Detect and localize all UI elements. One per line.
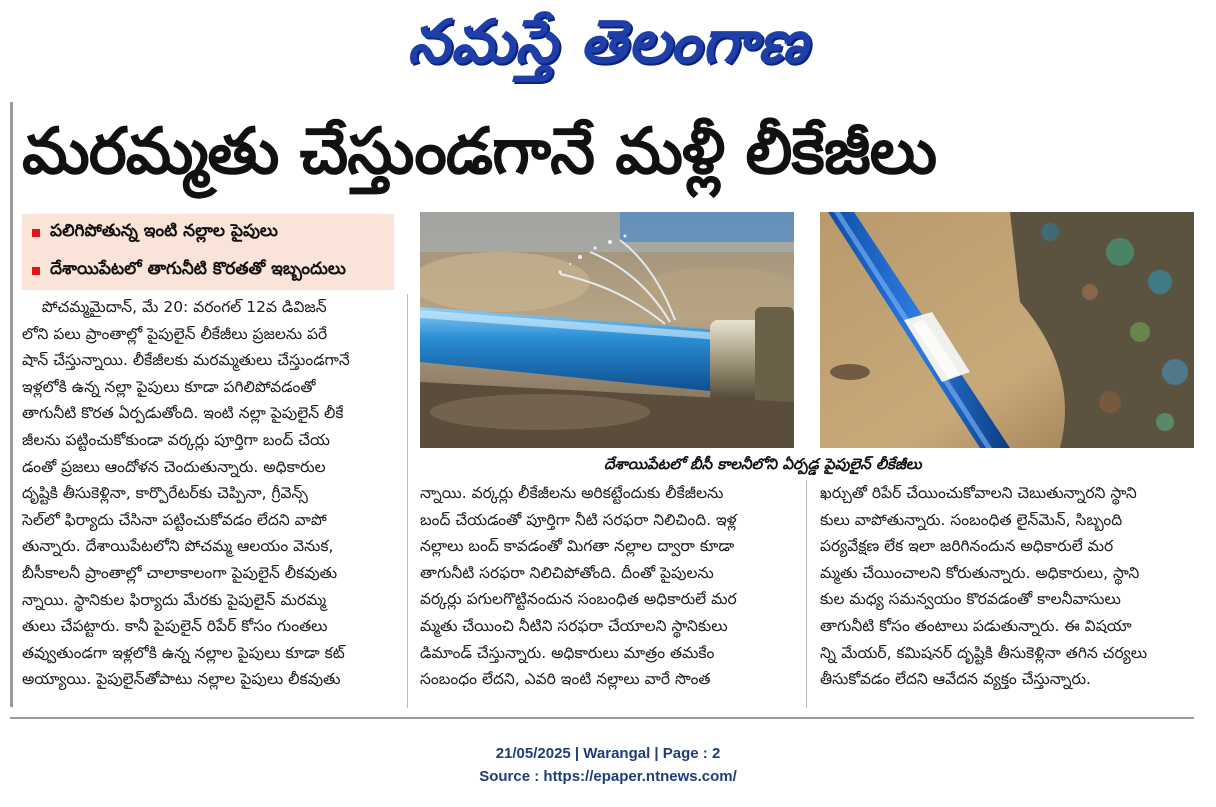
edition-info: 21/05/2025 | Warangal | Page : 2: [495, 745, 721, 762]
text-line: కులు వాపోతున్నారు. సంబంధిత లైన్‌మెన్, సిబ్బంది: [820, 510, 1123, 529]
column-divider: [806, 480, 807, 708]
text-line: తీసుకోవడం లేదని ఆవేదన వ్యక్తం చేస్తున్నారు.: [820, 670, 1091, 689]
text-line: డిమాండ్ చేస్తున్నారు. అధికారులు మాత్రం తమకేం: [420, 643, 715, 662]
subheadline-item: [22, 252, 394, 290]
text-line: మ్మతు చేయించి నీటిని సరఫరా చేయాలని స్థానికులు: [420, 616, 728, 635]
text-line: తాగునీటి కొరత ఏర్పడుతోంది. ఇంటి నల్లా పైపులైన్ లీకే: [22, 404, 344, 423]
column-divider: [407, 294, 408, 708]
text-line: నల్లాలు బంద్ కావడంతో మిగతా నల్లాల ద్వారా కూడా: [420, 537, 735, 556]
text-line: వర్కర్లు పగులగొట్టినందున సంబంధిత అధికారులే మర: [420, 590, 737, 609]
subheadline-box: [22, 214, 394, 290]
text-line: లోని పలు ప్రాంతాల్లో పైపులైన్ లీకేజీలు ప్రజలను పరే: [22, 324, 328, 343]
text-line: న్నాయి. వర్కర్లు లీకేజీలను అరికట్టేందుకు లీకేజీలను: [420, 484, 724, 502]
bullet-square-icon: [32, 229, 40, 237]
text-line: తాగునీటి కోసం తంటాలు పడుతున్నారు. ఈ విషయా: [820, 616, 1132, 635]
article-column-3: [820, 480, 1192, 693]
text-line: బంద్ చేయడంతో పూర్తిగా నీటి సరఫరా నిలిచింది. ఇళ్ల: [420, 510, 737, 529]
text-line: పోచమ్మమైదాన్, మే 20: వరంగల్ 12వ డివిజన్: [22, 298, 327, 316]
text-line: న్నాయి. స్థానికుల ఫిర్యాదు మేరకు పైపులైన్ మరమ్మ: [22, 590, 327, 609]
leaking-pipe-photo-1: [420, 212, 794, 448]
text-line: ఇళ్లలోకి ఉన్న నల్లా పైపులు కూడా పగిలిపోవడంతో: [22, 377, 316, 396]
bottom-rule: [10, 717, 1194, 719]
text-line: దృష్టికి తీసుకెళ్లినా, కార్పొరేటర్‌కు చెప్పినా, గ్రీవెన్స్: [22, 484, 308, 503]
subheadline-text: దేశాయిపేటలో తాగునీటి కొరతతో ఇబ్బందులు: [50, 259, 346, 279]
text-line: అయ్యాయి. పైపులైన్‌తోపాటు నల్లాల పైపులు లీకవుతు: [22, 670, 341, 689]
text-line: డంతో ప్రజలు ఆందోళన చెందుతున్నారు. అధికారుల: [22, 457, 326, 476]
muddy-pipe-illustration: [820, 212, 1194, 448]
bullet-square-icon: [32, 267, 40, 275]
text-line: మ్మతు చేయించాలని కోరుతున్నారు. అధికారులు, స్థాని: [820, 563, 1140, 582]
text-line: బీసీకాలనీ ప్రాంతాల్లో చాలాకాలంగా పైపులైన్ లీకవుతు: [22, 563, 338, 582]
left-border-rule: [10, 102, 13, 707]
text-line: షాన్ చేస్తున్నాయి. లీకేజీలకు మరమ్మతులు చేస్తుండగానే: [22, 351, 350, 370]
source-link[interactable]: Source : https://epaper.ntnews.com/: [479, 768, 737, 785]
text-line: పర్యవేక్షణ లేక ఇలా జరిగినందున అధికారులే మర: [820, 537, 1114, 556]
text-line: ఖర్చుతో రిపేర్ చేయించుకోవాలని చెబుతున్నారని స్థాని: [820, 484, 1137, 502]
text-line: తులు చేపట్టారు. కానీ పైపులైన్ రిపేర్ కోసం గుంతలు: [22, 617, 328, 636]
text-line: సంబంధం లేదని, ఎవరి ఇంటి నల్లాలు వారే సొంత: [420, 670, 711, 689]
subheadline-item: [22, 214, 394, 252]
leaking-pipe-illustration: [420, 212, 794, 448]
article-column-1: [22, 294, 394, 693]
text-line: కుల మధ్య సమన్వయం కొరవడంతో కాలనీవాసులు: [820, 590, 1121, 609]
text-line: తున్నారు. దేశాయిపేటలోని పోచమ్మ ఆలయం వెనుక,: [22, 537, 334, 556]
leaking-pipe-photo-2: [820, 212, 1194, 448]
text-line: సెల్‌లో ఫిర్యాదు చేసినా పట్టించుకోవడం లేదని వాపో: [22, 510, 327, 529]
text-line: జీలను పట్టించుకోకుండా వర్కర్లు పూర్తిగా బంద్ చేయ: [22, 430, 330, 449]
masthead-logo: నమస్తే తెలంగాణ: [407, 7, 809, 77]
text-line: న్ని మేయర్, కమిషనర్ దృష్టికి తీసుకెళ్లినా తగిన చర్యలు: [820, 643, 1148, 662]
photo-caption: దేశాయిపేటలో బీసీ కాలనీలోని ఏర్పడ్డ పైపులైన్ లీకేజీలు: [604, 455, 922, 473]
subheadline-text: పలిగిపోతున్న ఇంటి నల్లాల పైపులు: [50, 221, 278, 241]
article-headline: మరమ్మతు చేస్తుండగానే మళ్లీ లీకేజీలు: [22, 115, 937, 189]
text-line: తవ్వుతుండగా ఇళ్లలోకి ఉన్న నల్లాల పైపులు కూడా కట్: [22, 643, 345, 662]
text-line: తాగునీటి సరఫరా నిలిచిపోతోంది. దీంతో పైపులను: [420, 563, 714, 582]
article-column-2: [420, 480, 792, 693]
